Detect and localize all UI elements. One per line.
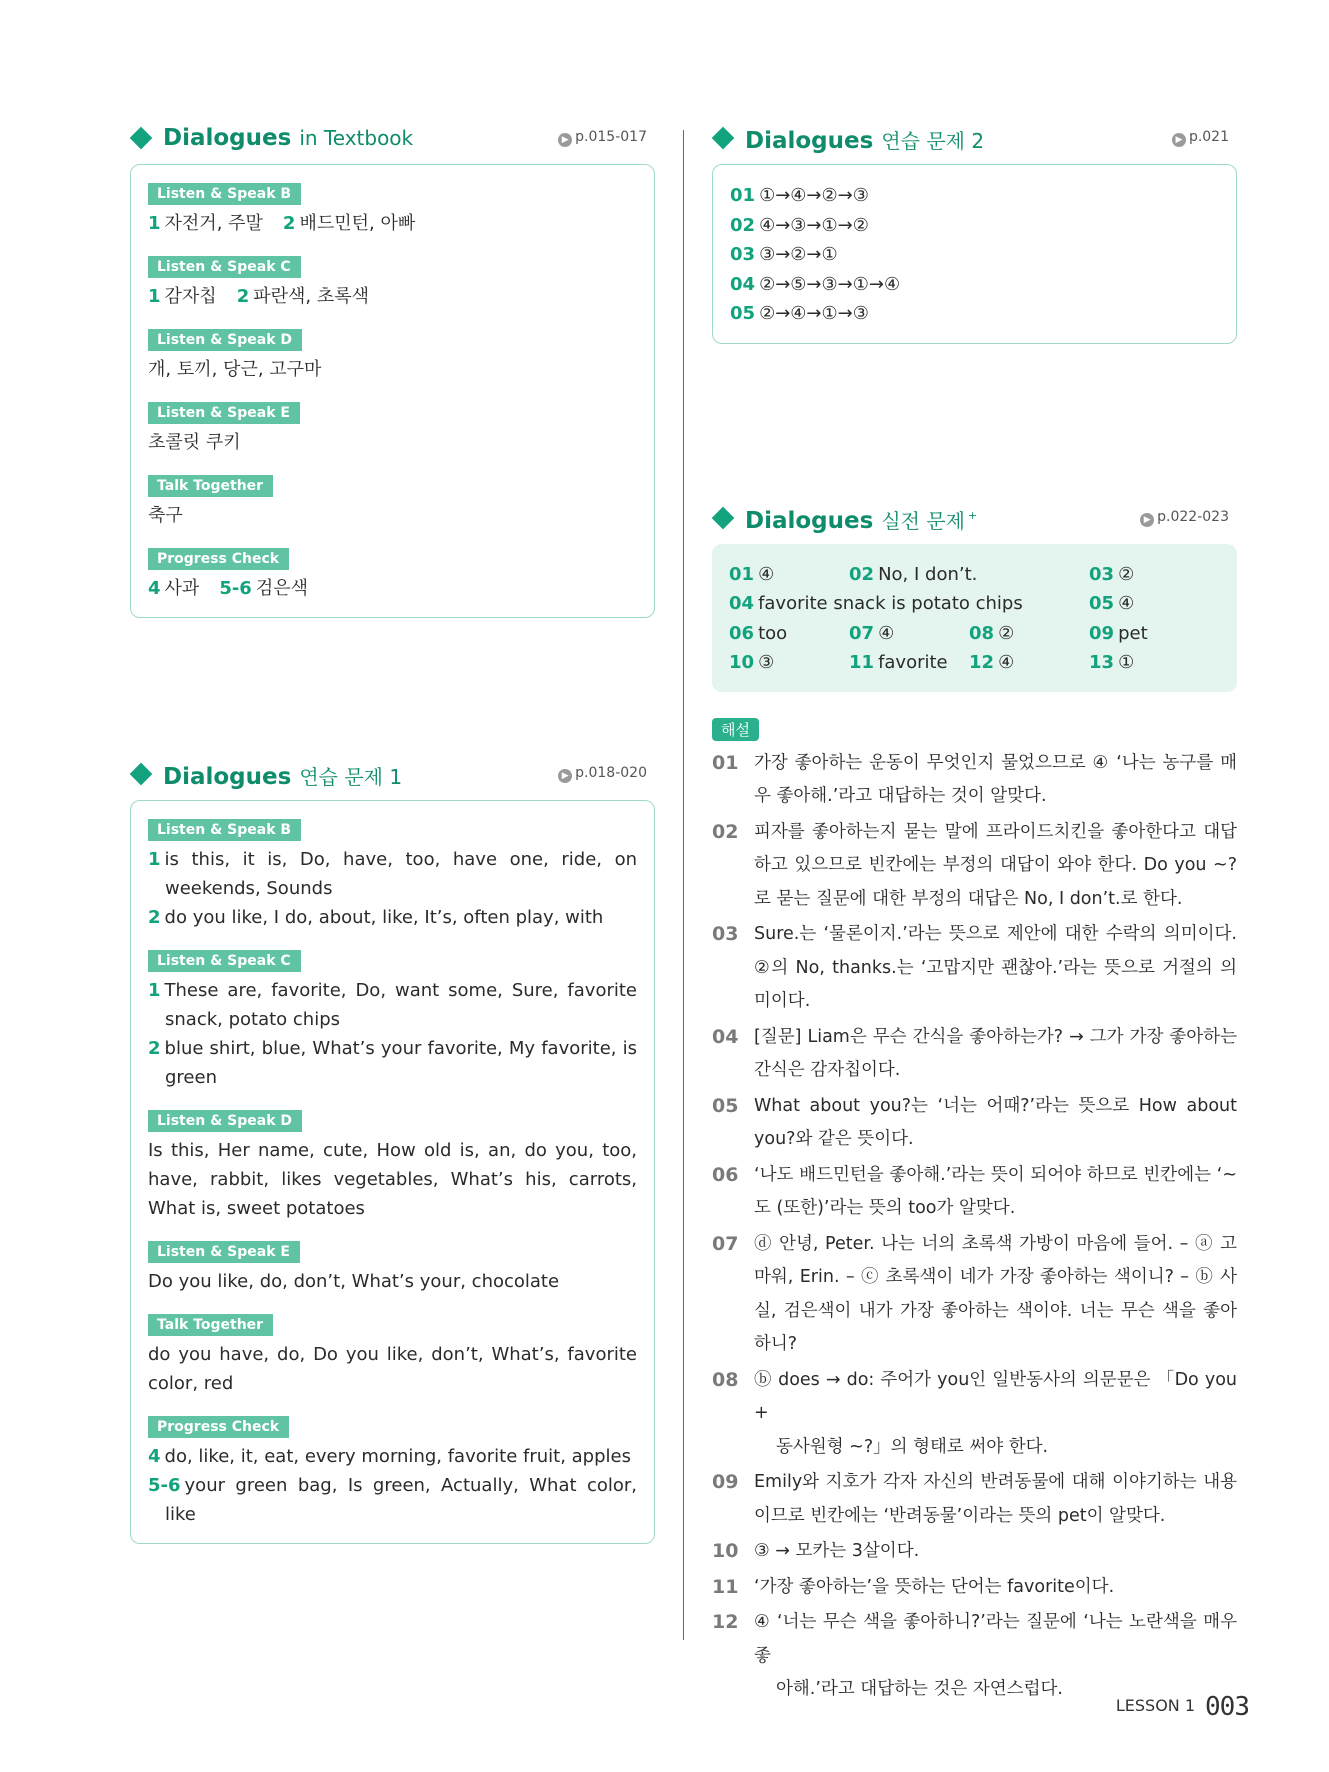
- sequence-row: [730, 270, 1219, 300]
- category-tag: Listen & Speak E: [148, 1241, 300, 1263]
- page-reference: ▶ p.022-023: [1140, 509, 1229, 527]
- answer-item: [283, 209, 415, 238]
- answer-item: [148, 574, 199, 603]
- answer-block: [148, 475, 637, 530]
- answer-line: [148, 1034, 637, 1092]
- tag-wrap: [148, 548, 637, 570]
- item-number: 5-6: [148, 1475, 181, 1496]
- explanation-number: 05: [712, 1094, 739, 1117]
- answer-item: [219, 574, 308, 603]
- category-tag: Progress Check: [148, 548, 289, 570]
- answer-13: 13 ①: [1089, 652, 1135, 673]
- page-footer: [1116, 1692, 1249, 1722]
- diamond-icon: [130, 763, 153, 786]
- answer-text: 초콜릿 쿠키: [148, 432, 241, 453]
- category-tag: Listen & Speak D: [148, 329, 302, 351]
- answer-block: [148, 1110, 637, 1223]
- tag-wrap: [148, 475, 637, 497]
- category-tag: Progress Check: [148, 1416, 289, 1438]
- answer-block: [148, 1314, 637, 1398]
- sequence-text: ④→③→①→②: [759, 214, 869, 236]
- tag-wrap: [148, 819, 637, 841]
- explanation-number: 12: [712, 1611, 739, 1633]
- answer-text: Is this, Her name, cute, How old is, an, do you, too, have, rabbit, likes vegetables, What’s his, carrots, What is, sweet potatoes: [148, 1140, 637, 1219]
- item-number: 2: [236, 286, 250, 307]
- explanation-text: ‘나도 배드민턴을 좋아해.’라는 뜻이 되어야 하므로 빈칸에는 ‘~도 (또한)’라는 뜻의 too가 알맞다.: [754, 1164, 1237, 1218]
- explanation-item: [712, 918, 1237, 1019]
- answer-text: 축구: [148, 505, 183, 526]
- explanation-list: [712, 747, 1237, 1707]
- item-text: do you like, I do, about, like, It’s, often play, with: [164, 907, 604, 928]
- answer-block: [148, 950, 637, 1092]
- explanation-number: 02: [712, 820, 739, 843]
- answer-block: [148, 548, 637, 603]
- diamond-icon: [130, 127, 153, 150]
- item-number: 01: [730, 185, 756, 206]
- item-text: 자전거, 주말: [164, 213, 263, 234]
- section-title: Dialogues 실전 문제 +: [745, 507, 978, 534]
- answer-item: [148, 282, 217, 311]
- section-header-practice-1: [130, 754, 655, 800]
- explanation-number: 01: [712, 751, 739, 774]
- answer-11: 11 favorite: [849, 652, 948, 673]
- answer-block: [148, 256, 637, 311]
- explanation-item: [712, 1159, 1237, 1226]
- lesson-label: LESSON 1: [1115, 1696, 1196, 1715]
- diamond-icon: [712, 506, 735, 529]
- tag-wrap: [148, 183, 637, 205]
- explanation-number: 11: [712, 1575, 739, 1598]
- sequence-text: ②→⑤→③→①→④: [759, 273, 901, 295]
- item-number: 2: [148, 907, 161, 928]
- category-tag: Listen & Speak B: [148, 183, 301, 205]
- explanation-number: 06: [712, 1163, 739, 1186]
- explanation-number: 09: [712, 1471, 739, 1493]
- answer-box-real-test: [712, 544, 1237, 692]
- tag-wrap: [148, 256, 637, 278]
- sequence-text: ③→②→①: [759, 244, 838, 265]
- item-number: 03: [730, 244, 756, 265]
- explanation-item: [712, 1535, 1237, 1569]
- explanation-number: 04: [712, 1025, 739, 1048]
- explanation-text: ④ ‘너는 무슨 색을 좋아하니?’라는 질문에 ‘나는 노란색을 매우 좋: [754, 1612, 1237, 1666]
- answer-line: [148, 976, 637, 1034]
- answer-line: [148, 1471, 637, 1529]
- sequence-row: [730, 299, 1219, 329]
- answer-text: do you have, do, Do you like, don’t, What’s, favorite color, red: [148, 1344, 637, 1394]
- tag-wrap: [148, 1314, 637, 1336]
- diamond-icon: [712, 127, 735, 150]
- explanation-text: [질문] Liam은 무슨 간식을 좋아하는가? → 그가 가장 좋아하는 간식은 감자칩이다.: [754, 1026, 1237, 1080]
- tag-wrap: [148, 1416, 637, 1438]
- answer-03: 03 ②: [1089, 563, 1135, 585]
- arrow-circle-icon: ▶: [558, 769, 572, 783]
- tag-wrap: [148, 402, 637, 424]
- sequence-text: ①→④→②→③: [759, 185, 869, 206]
- page-reference: ▶ p.018-020: [558, 765, 647, 783]
- explanation-label: 해설: [712, 718, 759, 741]
- answer-line: [148, 574, 637, 603]
- arrow-circle-icon: ▶: [1172, 133, 1186, 147]
- explanation-text: ③ → 모카는 3살이다.: [754, 1541, 920, 1561]
- category-tag: Talk Together: [148, 1314, 273, 1336]
- item-number: 1: [148, 849, 161, 870]
- explanation-text: 동사원형 ~?」의 형태로 써야 한다.: [776, 1436, 1049, 1457]
- explanation-item: [712, 1571, 1237, 1605]
- answer-06: 06 too: [729, 622, 788, 644]
- category-tag: Listen & Speak E: [148, 402, 300, 424]
- category-tag: Listen & Speak D: [148, 1110, 302, 1132]
- answer-box-practice-1: [130, 800, 655, 1544]
- arrow-circle-icon: ▶: [1140, 513, 1154, 527]
- category-tag: Listen & Speak C: [148, 950, 301, 972]
- explanation-text: 가장 좋아하는 운동이 무엇인지 물었으므로 ④ ‘나는 농구를 매우 좋아해.’라고 대답하는 것이 알맞다.: [754, 752, 1237, 806]
- answer-10: 10 ③: [729, 652, 775, 673]
- item-number: 5-6: [219, 578, 252, 599]
- answer-line: [148, 903, 637, 932]
- explanation-text: 피자를 좋아하는지 묻는 말에 프라이드치킨을 좋아한다고 대답하고 있으므로 빈칸에는 부정의 대답이 와야 한다. Do you ~?로 묻는 질문에 대한 부정의 대답은 No, I don’t.로 한다.: [754, 821, 1237, 909]
- explanation-text: ‘가장 좋아하는’을 뜻하는 단어는 favorite이다.: [754, 1576, 1115, 1597]
- explanation-text: ⓓ 안녕, Peter. 나는 너의 초록색 가방이 마음에 들어. – ⓐ 고마워, Erin. – ⓒ 초록색이 네가 가장 좋아하는 색이니? – ⓑ 사실, 검은색이 내가 가장 좋아하는 색이야. 너는 무슨 색을 좋아하니?: [754, 1233, 1237, 1354]
- item-number: 1: [148, 286, 161, 307]
- item-text: 배드민턴, 아빠: [299, 213, 416, 234]
- answer-block: [148, 183, 637, 238]
- sequence-row: [730, 211, 1219, 241]
- item-text: 검은색: [255, 578, 309, 599]
- left-column: [130, 118, 655, 1544]
- column-divider: [683, 130, 684, 1640]
- answer-line: [148, 209, 637, 238]
- item-text: blue shirt, blue, What’s your favorite, My favorite, is green: [164, 1038, 637, 1088]
- explanation-number: 08: [712, 1368, 739, 1391]
- page-number: 003: [1205, 1692, 1249, 1722]
- item-number: 1: [148, 980, 161, 1001]
- category-tag: Listen & Speak B: [148, 819, 301, 841]
- tag-wrap: [148, 329, 637, 351]
- section-header-textbook: [130, 118, 655, 164]
- answer-12: 12 ④: [969, 652, 1015, 673]
- tag-wrap: [148, 1110, 637, 1132]
- explanation-item: [712, 1466, 1237, 1533]
- right-column: [712, 118, 1237, 1709]
- category-tag: Talk Together: [148, 475, 273, 497]
- sequence-text: ②→④→①→③: [759, 303, 869, 324]
- answer-04: 04 favorite snack is potato chips: [729, 593, 1023, 614]
- answer-box-practice-2: [712, 164, 1237, 344]
- item-number: 4: [148, 578, 161, 599]
- item-text: 감자칩: [164, 286, 217, 307]
- tag-wrap: [148, 950, 637, 972]
- explanation-item: [712, 816, 1237, 917]
- item-text: 파란색, 초록색: [253, 286, 370, 307]
- section-header-practice-2: [712, 118, 1237, 164]
- answer-grid: [729, 560, 1220, 678]
- answer-block: [148, 402, 637, 457]
- answer-block: [148, 329, 637, 384]
- answer-02: 02 No, I don’t.: [849, 563, 978, 585]
- answer-07: 07 ④: [849, 622, 895, 644]
- category-tag: Listen & Speak C: [148, 256, 301, 278]
- sequence-row: [730, 240, 1219, 270]
- item-text: is this, it is, Do, have, too, have one, ride, on weekends, Sounds: [164, 849, 637, 899]
- answer-item: [237, 282, 369, 311]
- answer-01: 01 ④: [729, 563, 775, 585]
- answer-line: [148, 282, 637, 311]
- answer-09: 09 pet: [1089, 622, 1148, 644]
- item-number: 04: [730, 273, 756, 295]
- item-number: 4: [148, 1446, 161, 1467]
- item-number: 2: [148, 1038, 161, 1059]
- item-number: 02: [730, 214, 756, 236]
- explanation-text: What about you?는 ‘너는 어때?’라는 뜻으로 How about you?와 같은 뜻이다.: [754, 1095, 1237, 1149]
- item-text: do, like, it, eat, every morning, favorite fruit, apples: [164, 1446, 631, 1467]
- answer-block: [148, 819, 637, 932]
- tag-wrap: [148, 1241, 637, 1263]
- page-reference: ▶ p.021: [1172, 129, 1229, 147]
- answer-block: [148, 1416, 637, 1529]
- item-text: These are, favorite, Do, want some, Sure, favorite snack, potato chips: [164, 980, 637, 1030]
- explanation-number: 07: [712, 1232, 739, 1255]
- section-header-real-test: [712, 498, 1237, 544]
- section-title: Dialogues 연습 문제 1: [163, 764, 403, 790]
- item-text: 사과: [164, 578, 200, 599]
- item-number: 1: [148, 213, 161, 234]
- answer-05: 05 ④: [1089, 593, 1135, 614]
- explanation-text: 아해.’라고 대답하는 것은 자연스럽다.: [776, 1679, 1063, 1699]
- section-title: Dialogues in Textbook: [163, 125, 414, 151]
- section-title: Dialogues 연습 문제 2: [745, 128, 985, 154]
- answer-08: 08 ②: [969, 622, 1015, 644]
- item-number: 05: [730, 303, 756, 324]
- explanation-item: [712, 1228, 1237, 1362]
- explanation-item: [712, 1090, 1237, 1157]
- answer-line: [148, 1442, 637, 1471]
- answer-text: Do you like, do, don’t, What’s your, chocolate: [148, 1271, 560, 1292]
- page-reference: ▶ p.015-017: [558, 129, 647, 147]
- arrow-circle-icon: ▶: [558, 133, 572, 147]
- explanation-item: [712, 1021, 1237, 1088]
- explanation-number: 03: [712, 923, 739, 945]
- explanation-text: Emily와 지호가 각자 자신의 반려동물에 대해 이야기하는 내용이므로 빈칸에는 ‘반려동물’이라는 뜻의 pet이 알맞다.: [754, 1472, 1237, 1526]
- answer-box-textbook: [130, 164, 655, 618]
- answer-text: 개, 토끼, 당근, 고구마: [148, 359, 322, 380]
- explanation-text: Sure.는 ‘물론이지.’라는 뜻으로 제안에 대한 수락의 의미이다. ②의 No, thanks.는 ‘고맙지만 괜찮아.’라는 뜻으로 거절의 의미이다.: [754, 924, 1237, 1011]
- answer-line: [148, 845, 637, 903]
- explanation-item: [712, 747, 1237, 814]
- explanation-number: 10: [712, 1540, 739, 1562]
- answer-item: [148, 209, 263, 238]
- item-number: 2: [282, 213, 296, 234]
- answer-block: [148, 1241, 637, 1296]
- item-text: your green bag, Is green, Actually, What color, like: [165, 1475, 637, 1525]
- explanation-text: ⓑ does → do: 주어가 you인 일반동사의 의문문은 「Do you +: [754, 1369, 1237, 1423]
- sequence-row: [730, 181, 1219, 211]
- explanation-item: [712, 1364, 1237, 1465]
